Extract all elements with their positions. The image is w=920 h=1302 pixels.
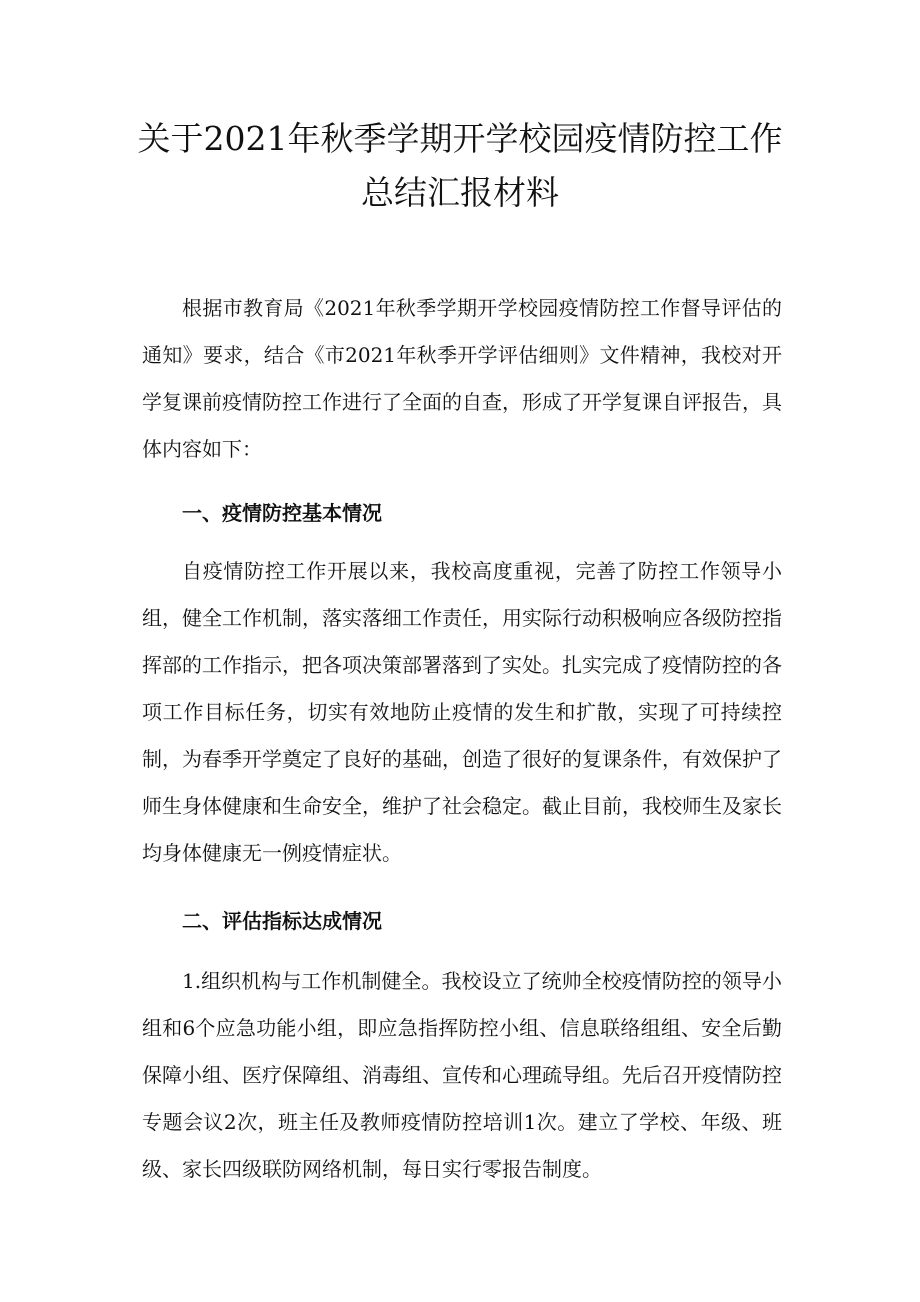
section-heading: 一、疫情防控基本情况 [182, 501, 382, 525]
section-paragraph: 1.组织机构与工作机制健全。我校设立了统帅全校疫情防控的领导小组和6个应急功能小组，即应急指挥防控小组、信息联络组组、安全后勤保障小组、医疗保障组、消毒组、宣传和心理疏导组。先后召开疫情防控专题会议2次，班主任及教师疫情防控培训1次。建立了学校、年级、班级、家长四级联防网络机制，每日实行零报告制度。 [142, 969, 782, 1181]
section-heading: 二、评估指标达成情况 [182, 909, 382, 933]
section-paragraph: 自疫情防控工作开展以来，我校高度重视，完善了防控工作领导小组，健全工作机制，落实落细工作责任，用实际行动积极响应各级防控指挥部的工作指示，把各项决策部署落到了实处。扎实完成了疫情防控的各项工作目标任务，切实有效地防止疫情的发生和扩散，实现了可持续控制，为春季开学奠定了良好的基础，创造了很好的复课条件，有效保护了师生身体健康和生命安全，维护了社会稳定。截止目前，我校师生及家长均身体健康无一例疫情症状。 [142, 559, 782, 865]
document-title: 关于2021年秋季学期开学校园疫情防控工作总结汇报材料 [137, 119, 783, 212]
intro-paragraph: 根据市教育局《2021年秋季学期开学校园疫情防控工作督导评估的通知》要求，结合《市2021年秋季开学评估细则》文件精神，我校对开学复课前疫情防控工作进行了全面的自查，形成了开学复课自评报告，具体内容如下： [142, 296, 782, 461]
